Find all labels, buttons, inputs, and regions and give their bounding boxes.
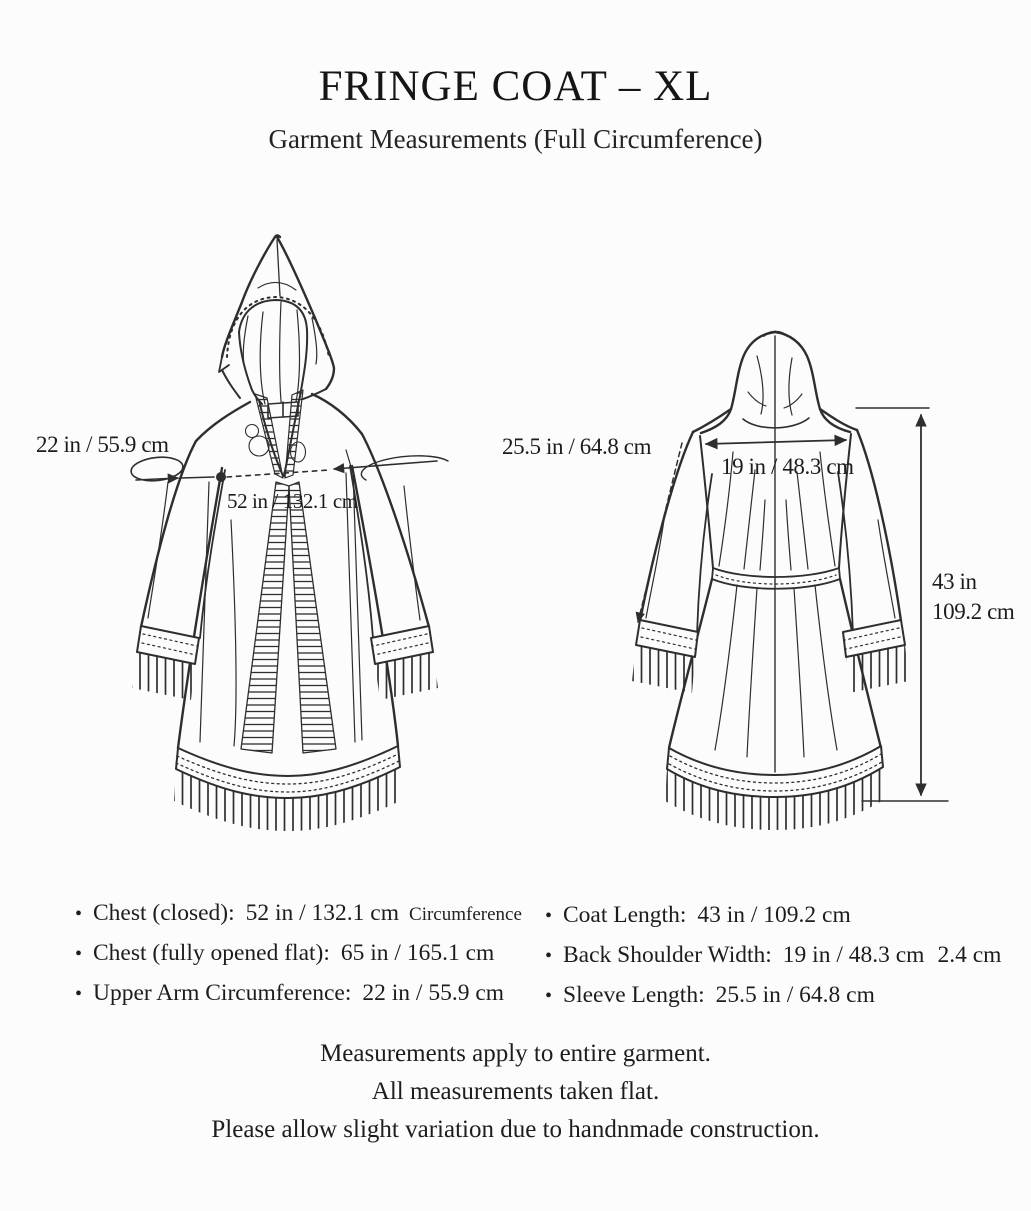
sleeve-length-dashed-line — [638, 443, 682, 622]
front-view-drawing — [130, 236, 448, 832]
page-title: FRINGE COAT – XL — [318, 63, 713, 110]
sleeve-length-label: 25.5 in / 64.8 cm — [502, 434, 652, 459]
front-right-trim-column — [289, 482, 336, 753]
footnote-1: Measurements apply to entire garment. — [320, 1040, 711, 1067]
shoulder-width-arrow — [706, 440, 846, 444]
measurement-row: • Sleeve Length: 25.5 in / 64.8 cm — [545, 982, 875, 1008]
coat-length-label — [932, 567, 1014, 627]
measurement-row: • Coat Length: 43 in / 109.2 cm — [545, 902, 851, 928]
front-opening-trim — [241, 390, 336, 753]
measurement-list-left — [75, 900, 522, 1008]
front-left-trim-column — [241, 482, 289, 753]
back-right-cuff — [843, 620, 909, 693]
bullet-icon: • — [75, 983, 83, 1005]
bullet-icon: • — [75, 903, 83, 925]
shoulder-width-label: 19 in / 48.3 cm — [721, 454, 854, 479]
measurement-row: • Chest (closed): 52 in / 132.1 cm Circumference — [75, 900, 522, 926]
bullet-icon: • — [75, 943, 83, 965]
coat-length-inches: 43 in — [932, 569, 977, 594]
bullet-icon: • — [545, 945, 553, 967]
chest-label: 52 in / 132.1 cm — [227, 489, 358, 513]
front-left-cuff — [132, 626, 199, 700]
upper-arm-label: 22 in / 55.9 cm — [36, 432, 169, 457]
back-view-drawing — [632, 332, 948, 831]
measurement-row: • Upper Arm Circumference: 22 in / 55.9 cm — [75, 980, 505, 1006]
measurement-row: • Back Shoulder Width: 19 in / 48.3 cm 2.4 cm — [545, 942, 1002, 968]
coat-length-cm: 109.2 cm — [932, 599, 1015, 624]
measurement-row: • Chest (fully opened flat): 65 in / 165.1 cm — [75, 940, 495, 966]
measurement-list-right — [545, 902, 1001, 1010]
back-fold-lines — [646, 336, 895, 772]
front-right-cuff — [371, 626, 438, 700]
chest-line-dot — [216, 472, 226, 482]
bullet-icon: • — [545, 905, 553, 927]
back-waistband — [712, 568, 840, 589]
page-subtitle: Garment Measurements (Full Circumference) — [268, 124, 763, 154]
footnote-3: Please allow slight variation due to handnmade construction. — [211, 1116, 820, 1143]
bullet-icon: • — [545, 985, 553, 1007]
footnote-2: All measurements taken flat. — [371, 1078, 660, 1105]
back-left-cuff — [632, 620, 698, 693]
arm-arrow — [136, 478, 178, 480]
front-hood — [219, 236, 334, 411]
front-hem-trim — [174, 746, 402, 831]
